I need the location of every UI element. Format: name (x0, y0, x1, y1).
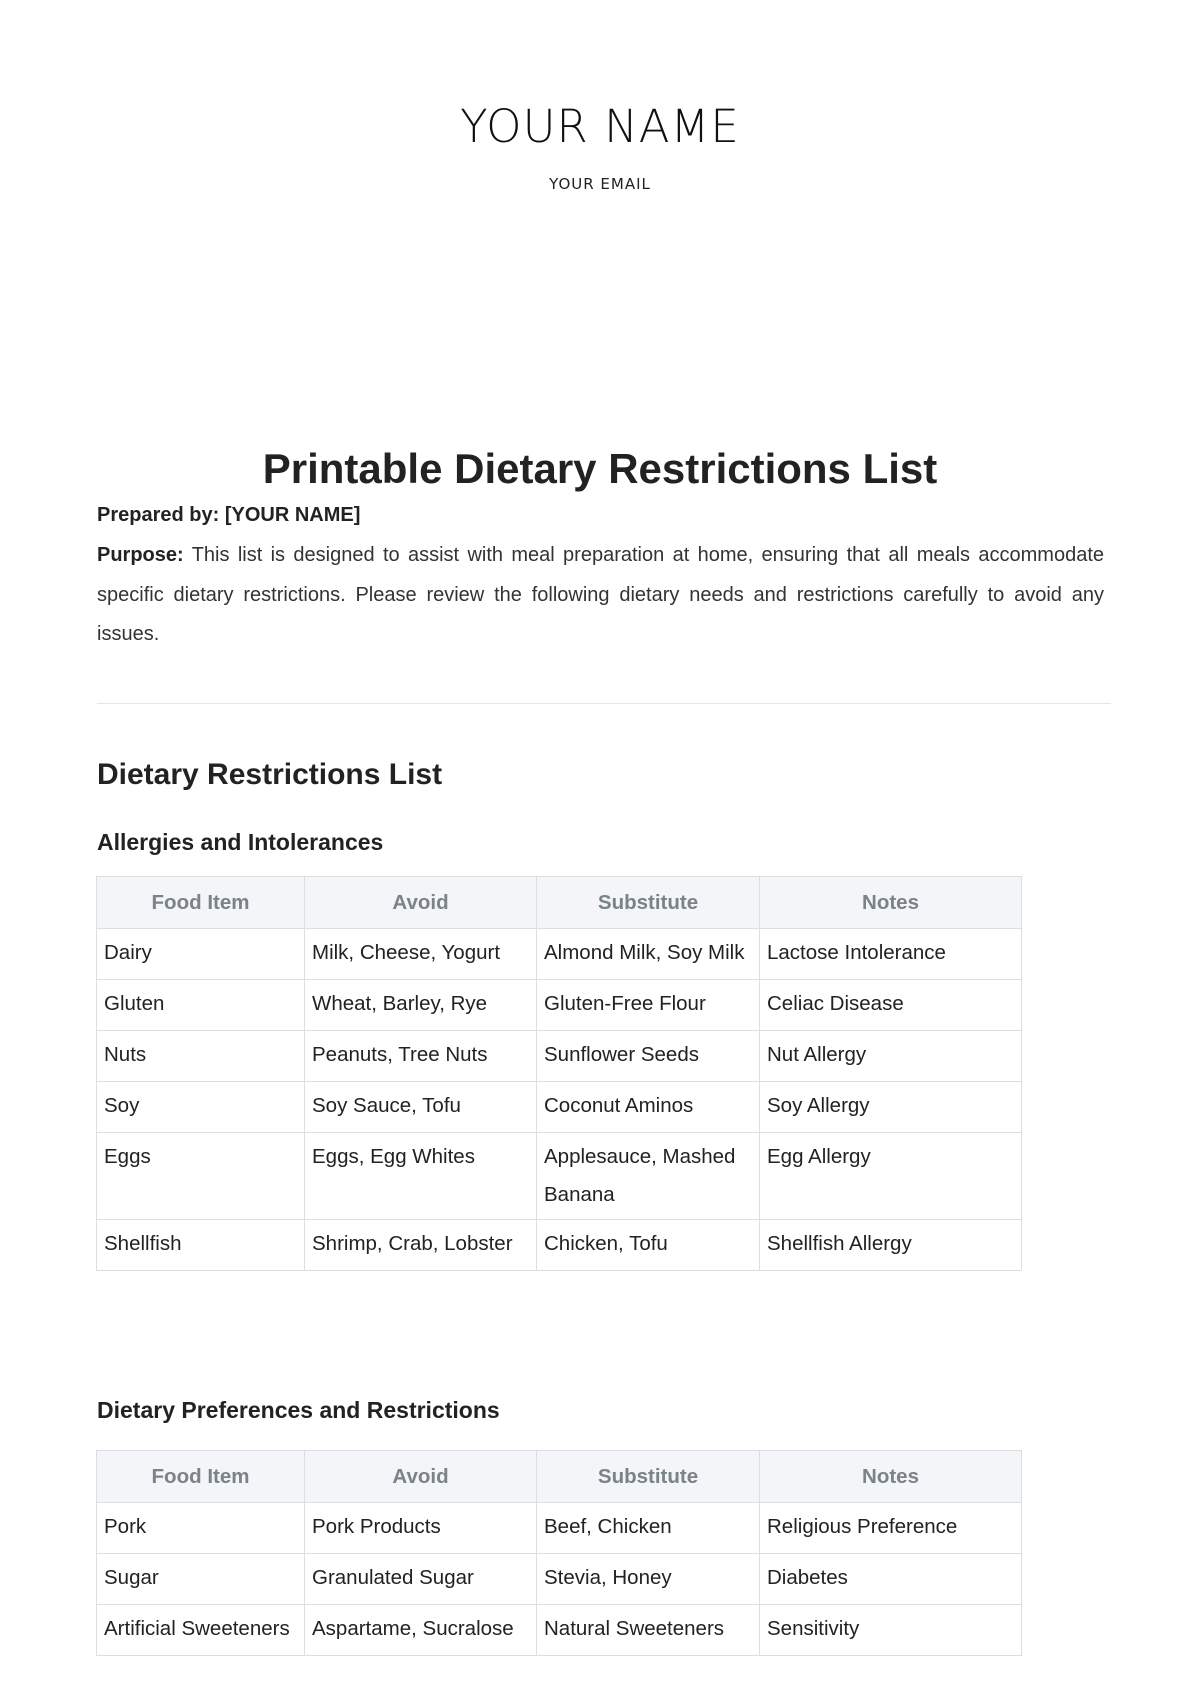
purpose-text: This list is designed to assist with meal preparation at home, ensuring that all meals accommodate specific dietary restrictions. Please review the following dietary needs and restrictions carefully to avoid any issues. (97, 544, 1105, 645)
table-cell: Diabetes (760, 1554, 1022, 1605)
table-cell: Soy (97, 1082, 305, 1133)
author-name: YOUR NAME (460, 100, 740, 153)
table-cell: Coconut Aminos (537, 1082, 760, 1133)
table-row (97, 1082, 1022, 1133)
prepared-by-label: Prepared by: (97, 504, 220, 526)
table-cell: Almond Milk, Soy Milk (537, 929, 760, 980)
table-cell: Stevia, Honey (537, 1554, 760, 1605)
column-header: Substitute (537, 1451, 760, 1503)
section-title: Dietary Restrictions List (97, 758, 443, 791)
author-email: YOUR EMAIL (549, 175, 651, 193)
table-cell: Celiac Disease (760, 980, 1022, 1031)
table-cell: Granulated Sugar (305, 1554, 537, 1605)
table-cell: Soy Sauce, Tofu (305, 1082, 537, 1133)
purpose-paragraph (97, 536, 1104, 655)
preferences-table (96, 1450, 1022, 1656)
header-row (97, 877, 1022, 929)
table-cell: Natural Sweeteners (537, 1605, 760, 1656)
table-cell: Nuts (97, 1031, 305, 1082)
table-row (97, 980, 1022, 1031)
table-cell: Milk, Cheese, Yogurt (305, 929, 537, 980)
table-title-preferences: Dietary Preferences and Restrictions (97, 1397, 500, 1423)
prepared-by (97, 504, 360, 527)
table-cell: Aspartame, Sucralose (305, 1605, 537, 1656)
table-cell: Shellfish (97, 1220, 305, 1271)
allergies-table (96, 876, 1022, 1271)
table-cell: Beef, Chicken (537, 1503, 760, 1554)
table-cell: Shrimp, Crab, Lobster (305, 1220, 537, 1271)
table-row (97, 1031, 1022, 1082)
column-header: Food Item (97, 877, 305, 929)
table-cell: Gluten-Free Flour (537, 980, 760, 1031)
prepared-by-value: [YOUR NAME] (224, 504, 361, 526)
table-cell: Pork Products (305, 1503, 537, 1554)
header-row (97, 1451, 1022, 1503)
table-cell: Lactose Intolerance (760, 929, 1022, 980)
table-cell: Eggs (97, 1133, 305, 1220)
table-cell: Sensitivity (760, 1605, 1022, 1656)
table-title-allergies: Allergies and Intolerances (97, 829, 384, 855)
divider (97, 703, 1111, 704)
table-cell: Peanuts, Tree Nuts (305, 1031, 537, 1082)
table-row (97, 929, 1022, 980)
table-cell: Eggs, Egg Whites (305, 1133, 537, 1220)
column-header: Avoid (305, 877, 537, 929)
column-header: Food Item (97, 1451, 305, 1503)
table-cell: Religious Preference (760, 1503, 1022, 1554)
purpose-label: Purpose: (97, 544, 184, 566)
column-header: Avoid (305, 1451, 537, 1503)
table-cell: Applesauce, Mashed Banana (537, 1133, 760, 1220)
table-cell: Wheat, Barley, Rye (305, 980, 537, 1031)
table-row (97, 1605, 1022, 1656)
table-cell: Nut Allergy (760, 1031, 1022, 1082)
table-cell: Dairy (97, 929, 305, 980)
table-row (97, 1133, 1022, 1220)
table-cell: Egg Allergy (760, 1133, 1022, 1220)
document-title: Printable Dietary Restrictions List (262, 445, 938, 492)
table-cell: Artificial Sweeteners (97, 1605, 305, 1656)
column-header: Notes (760, 877, 1022, 929)
table-cell: Chicken, Tofu (537, 1220, 760, 1271)
table-cell: Sugar (97, 1554, 305, 1605)
table-cell: Gluten (97, 980, 305, 1031)
table-row (97, 1503, 1022, 1554)
table-row (97, 1554, 1022, 1605)
table-row (97, 1220, 1022, 1271)
column-header: Notes (760, 1451, 1022, 1503)
table-cell: Shellfish Allergy (760, 1220, 1022, 1271)
table-cell: Soy Allergy (760, 1082, 1022, 1133)
table-cell: Sunflower Seeds (537, 1031, 760, 1082)
column-header: Substitute (537, 877, 760, 929)
table-cell: Pork (97, 1503, 305, 1554)
